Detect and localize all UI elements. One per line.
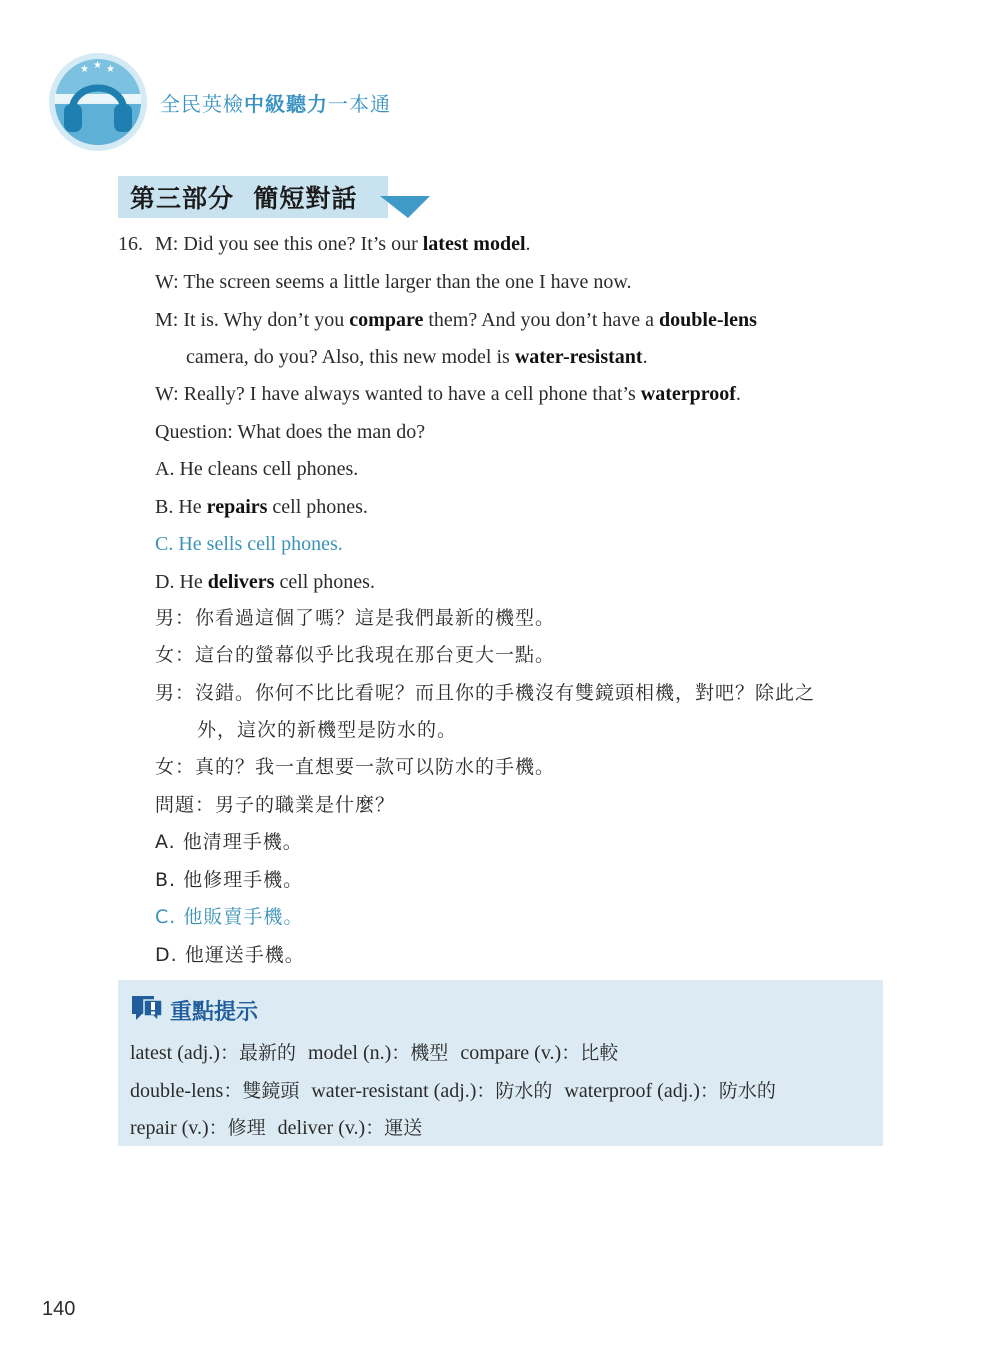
section-title: 第三部分 簡短對話 — [130, 184, 358, 213]
key-points-title: 重點提示 — [170, 1000, 259, 1025]
vocab-term: repair (v.) — [130, 1117, 209, 1139]
vocab-meaning: ：防水的 — [699, 1079, 776, 1102]
text-segment: He — [173, 495, 207, 518]
speaker-label: M: — [155, 233, 179, 255]
dialogue-line — [186, 345, 648, 369]
option-label: B. — [155, 495, 174, 518]
svg-text:★: ★ — [80, 64, 89, 75]
vocab-meaning: ：雙鏡頭 — [223, 1079, 300, 1102]
book-title: 全民英檢中級聽力一本通 — [160, 92, 391, 116]
translation-option: C. 他販賣手機。 — [155, 906, 304, 928]
text-segment: camera, do you? Also, this new model is — [186, 346, 515, 368]
translation-line: 男：你看過這個了嗎？這是我們最新的機型。 — [155, 607, 556, 629]
translation-line: 外，這次的新機型是防水的。 — [197, 719, 458, 741]
dialogue-line — [155, 270, 632, 294]
page-number: 140 — [42, 1298, 76, 1320]
question-text: Question: What does the man do? — [155, 421, 426, 443]
keyword: delivers — [207, 570, 275, 593]
dialogue-line — [155, 382, 741, 406]
keyword: water-resistant — [514, 346, 643, 368]
translation-option: B. 他修理手機。 — [155, 868, 304, 891]
text-segment: them? And you don’t have a — [423, 309, 660, 331]
vocab-term: waterproof (adj.) — [564, 1079, 700, 1102]
text-segment: cell phones. — [274, 570, 375, 593]
key-points-row — [130, 1076, 776, 1103]
option-label: D. — [155, 570, 175, 593]
keyword: latest model — [422, 233, 526, 255]
dialogue-line — [155, 308, 757, 332]
translation-option: D. 他運送手機。 — [155, 943, 305, 966]
vocab-meaning: ：修理 — [208, 1117, 266, 1139]
svg-text:★: ★ — [106, 64, 115, 75]
key-points-row — [130, 1113, 422, 1140]
speaker-label: W: — [155, 383, 179, 405]
vocab-term: water-resistant (adj.) — [311, 1079, 477, 1102]
keyword: compare — [349, 309, 424, 331]
keyword: repairs — [206, 495, 268, 518]
speaker-label: M: — [155, 309, 179, 331]
vocab-term: latest (adj.) — [130, 1042, 220, 1064]
option-label: A. — [155, 458, 175, 480]
vocab-term: model (n.) — [307, 1042, 392, 1064]
keyword: double-lens — [659, 309, 757, 331]
vocab-meaning: ：防水的 — [476, 1079, 553, 1102]
translation-line: 問題：男子的職業是什麼？ — [155, 794, 396, 816]
answer-option — [155, 495, 368, 519]
key-points-row — [130, 1038, 618, 1065]
text-segment: . — [642, 346, 648, 368]
vocab-meaning: ：機型 — [391, 1042, 449, 1064]
translation-line: 女：真的？我一直想要一款可以防水的手機。 — [155, 756, 556, 778]
text-segment: It is. Why don’t you — [178, 309, 350, 331]
key-points-box — [118, 980, 883, 1146]
svg-text:★: ★ — [93, 60, 102, 71]
answer-option — [155, 532, 343, 556]
keyword: waterproof — [640, 383, 736, 405]
text-segment: Really? I have always wanted to have a cell phone that’s — [178, 383, 641, 405]
text-segment: . — [525, 233, 531, 255]
translation-line: 男：沒錯。你何不比比看呢？而且你的手機沒有雙鏡頭相機，對吧？除此之 — [155, 682, 816, 704]
text-segment: He sells cell phones. — [173, 533, 343, 555]
answer-option — [155, 457, 358, 481]
headphones-logo-icon — [48, 52, 148, 152]
text-segment: He — [174, 570, 208, 593]
vocab-term: double-lens — [130, 1079, 224, 1102]
text-segment: cell phones. — [267, 495, 368, 518]
question-number: 16. — [118, 233, 143, 255]
answer-option — [155, 570, 375, 594]
vocab-meaning: ：比較 — [561, 1042, 619, 1064]
vocab-term: deliver (v.) — [277, 1117, 366, 1139]
exclamation-icon — [130, 992, 164, 1026]
text-segment: . — [735, 383, 741, 405]
translation-line: 女：這台的螢幕似乎比我現在那台更大一點。 — [155, 644, 556, 666]
speaker-label: W: — [155, 271, 179, 293]
vocab-meaning: ：最新的 — [219, 1042, 296, 1064]
vocab-term: compare (v.) — [460, 1042, 562, 1064]
dialogue-line — [155, 232, 531, 256]
text-segment: The screen seems a little larger than the one I have now. — [178, 271, 632, 293]
vocab-meaning: ：運送 — [365, 1117, 423, 1139]
text-segment: He cleans cell phones. — [174, 458, 359, 480]
option-label: C. — [155, 533, 174, 555]
translation-option: A. 他清理手機。 — [155, 831, 303, 853]
text-segment: Did you see this one? It’s our — [178, 233, 423, 255]
